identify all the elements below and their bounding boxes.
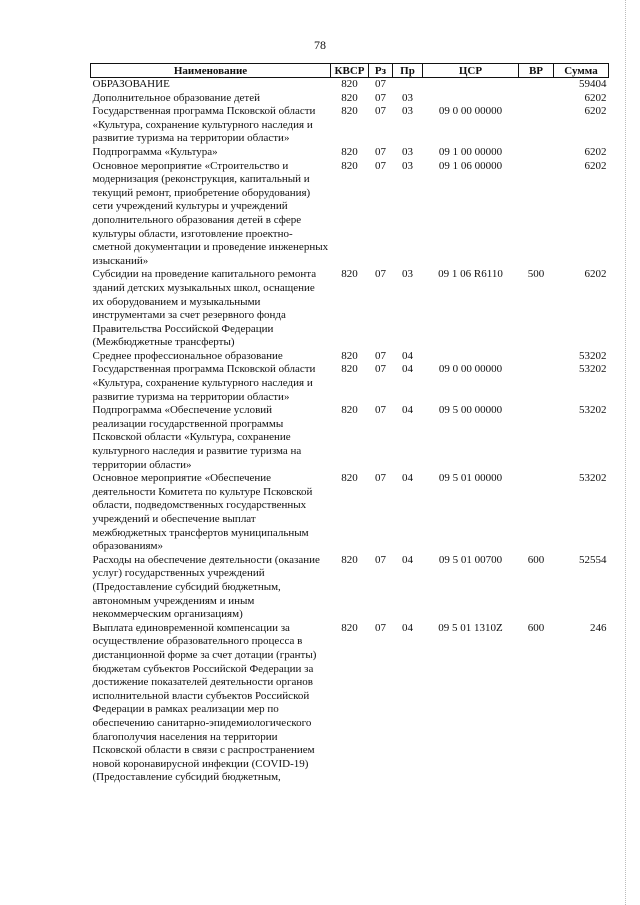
page-edge-line bbox=[625, 0, 626, 905]
row-kvsr: 820 bbox=[341, 621, 358, 634]
row-name: Подпрограмма «Культура» bbox=[92, 145, 218, 158]
row-rz: 07 bbox=[375, 145, 386, 158]
row-sum: 53202 bbox=[579, 472, 607, 485]
table-row bbox=[91, 554, 609, 622]
row-csr: 09 1 06 R6110 bbox=[438, 268, 503, 281]
table-row bbox=[91, 350, 609, 364]
row-pr: 03 bbox=[402, 268, 413, 281]
row-rz: 07 bbox=[375, 363, 386, 376]
row-vr: 500 bbox=[527, 268, 545, 281]
header-csr: ЦСР bbox=[423, 64, 519, 78]
row-vr bbox=[519, 350, 554, 364]
row-kvsr: 820 bbox=[341, 268, 358, 281]
row-vr: 600 bbox=[527, 621, 545, 634]
row-pr: 03 bbox=[402, 105, 413, 118]
row-csr bbox=[423, 92, 519, 106]
row-sum: 53202 bbox=[579, 349, 607, 362]
row-csr: 09 5 01 00000 bbox=[438, 472, 503, 485]
row-name: Дополнительное образование детей bbox=[92, 91, 261, 104]
row-pr: 04 bbox=[402, 363, 413, 376]
row-kvsr: 820 bbox=[341, 145, 358, 158]
header-rz: Рз bbox=[369, 64, 393, 78]
row-pr: 03 bbox=[402, 91, 413, 104]
row-csr: 09 5 01 1310Z bbox=[438, 621, 503, 634]
row-sum: 6202 bbox=[584, 268, 607, 281]
row-csr: 09 1 00 00000 bbox=[438, 145, 503, 158]
row-vr bbox=[519, 105, 554, 146]
row-csr: 09 5 01 00700 bbox=[438, 553, 503, 566]
row-sum: 53202 bbox=[579, 404, 607, 417]
row-pr: 04 bbox=[402, 349, 413, 362]
row-rz: 07 bbox=[375, 472, 386, 485]
table-row bbox=[91, 78, 609, 92]
page-number: 78 bbox=[314, 38, 326, 52]
row-kvsr: 820 bbox=[341, 349, 358, 362]
budget-table bbox=[90, 63, 609, 785]
row-rz: 07 bbox=[375, 553, 386, 566]
table-row bbox=[91, 268, 609, 350]
row-pr: 04 bbox=[402, 472, 413, 485]
table-row bbox=[91, 622, 609, 785]
row-name: Государственная программа Псковской области «Культура, сохранение культурного наследия и развитие туризма на территории области» bbox=[92, 105, 316, 145]
header-name: Наименование bbox=[91, 64, 331, 78]
row-name: Выплата единовременной компенсации за осуществление образовательного процесса в дистанционной форме за счет дотации (гранты) бюджетам субъектов Российской Федерации за достижение показателей деятельности органов исполнительной власти субъектов Российской Федерации в рамках реализации мер по обеспечению санитарно-эпидемиологического благополучия населения на территории Псковской области в связи с распространением новой коронавирусной инфекции (COVID-19) (Предоставление субсидий бюджетным, bbox=[92, 621, 317, 784]
row-csr bbox=[423, 350, 519, 364]
row-rz: 07 bbox=[375, 159, 386, 172]
row-csr: 09 1 06 00000 bbox=[438, 159, 503, 172]
row-rz: 07 bbox=[375, 349, 386, 362]
header-pr: Пр bbox=[393, 64, 423, 78]
row-rz: 07 bbox=[375, 404, 386, 417]
row-vr bbox=[519, 363, 554, 404]
row-vr bbox=[519, 472, 554, 554]
row-csr bbox=[423, 78, 519, 92]
row-name: ОБРАЗОВАНИЕ bbox=[92, 78, 170, 90]
row-name: Среднее профессиональное образование bbox=[92, 349, 283, 362]
row-name: Основное мероприятие «Обеспечение деятельности Комитета по культуре Псковской области, подведомственных государственных учреждений и обеспечение выплат межбюджетных трансфертов муниципальным образованиям» bbox=[92, 472, 313, 553]
row-name: Расходы на обеспечение деятельности (оказание услуг) государственных учреждений (Предоставление субсидий бюджетным, автономным учреждениям и иным некоммерческим организациям) bbox=[92, 553, 320, 621]
row-kvsr: 820 bbox=[341, 159, 358, 172]
table-row bbox=[91, 472, 609, 554]
row-vr bbox=[519, 146, 554, 160]
row-sum: 6202 bbox=[584, 91, 607, 104]
table-row bbox=[91, 146, 609, 160]
row-name: Субсидии на проведение капитального ремонта зданий детских музыкальных школ, оснащение их оборудованием и музыкальными инструментами за счет резервного фонда Правительства Российской Федерации (Межбюджетные трансферты) bbox=[92, 268, 317, 349]
table-header-row bbox=[91, 64, 609, 78]
row-name: Подпрограмма «Обеспечение условий реализации государственной программы Псковской области «Культура, сохранение культурного наследия и развитие туризма на территории области» bbox=[92, 404, 302, 471]
row-kvsr: 820 bbox=[341, 472, 358, 485]
row-kvsr: 820 bbox=[341, 404, 358, 417]
table-row bbox=[91, 105, 609, 146]
row-rz: 07 bbox=[375, 78, 386, 90]
header-kvsr: КВСР bbox=[331, 64, 369, 78]
row-vr: 600 bbox=[527, 553, 545, 566]
row-name: Основное мероприятие «Строительство и модернизация (реконструкция, капитальный и текущий ремонт, приобретение оборудования) сети учреждений культуры и учреждений дополнительного образования детей в сфере культуры области, изготовление проектно-сметной документации и проведение инженерных изысканий» bbox=[92, 159, 329, 267]
row-rz: 07 bbox=[375, 105, 386, 118]
row-csr: 09 0 00 00000 bbox=[438, 363, 503, 376]
row-sum: 6202 bbox=[584, 159, 607, 172]
row-sum: 6202 bbox=[584, 105, 607, 118]
row-kvsr: 820 bbox=[341, 78, 358, 90]
row-csr: 09 5 00 00000 bbox=[438, 404, 503, 417]
row-kvsr: 820 bbox=[341, 363, 358, 376]
row-kvsr: 820 bbox=[341, 105, 358, 118]
row-sum: 52554 bbox=[579, 553, 607, 566]
row-vr bbox=[519, 92, 554, 106]
row-pr: 04 bbox=[402, 553, 413, 566]
row-pr bbox=[393, 78, 423, 92]
row-vr bbox=[519, 78, 554, 92]
row-pr: 03 bbox=[402, 145, 413, 158]
row-pr: 04 bbox=[402, 621, 413, 634]
row-rz: 07 bbox=[375, 268, 386, 281]
row-sum: 246 bbox=[590, 621, 607, 634]
table-row bbox=[91, 160, 609, 269]
row-vr bbox=[519, 404, 554, 472]
row-pr: 04 bbox=[402, 404, 413, 417]
row-vr bbox=[519, 160, 554, 269]
header-sum: Сумма bbox=[554, 64, 609, 78]
header-vr: ВР bbox=[519, 64, 554, 78]
row-pr: 03 bbox=[402, 159, 413, 172]
row-sum: 6202 bbox=[584, 145, 607, 158]
table-row bbox=[91, 404, 609, 472]
row-kvsr: 820 bbox=[341, 91, 358, 104]
row-name: Государственная программа Псковской области «Культура, сохранение культурного наследия и развитие туризма на территории области» bbox=[92, 363, 316, 403]
row-sum: 59404 bbox=[579, 78, 607, 90]
table-row bbox=[91, 92, 609, 106]
table-row bbox=[91, 363, 609, 404]
row-rz: 07 bbox=[375, 91, 386, 104]
row-rz: 07 bbox=[375, 621, 386, 634]
row-csr: 09 0 00 00000 bbox=[438, 105, 503, 118]
row-kvsr: 820 bbox=[341, 553, 358, 566]
row-sum: 53202 bbox=[579, 363, 607, 376]
